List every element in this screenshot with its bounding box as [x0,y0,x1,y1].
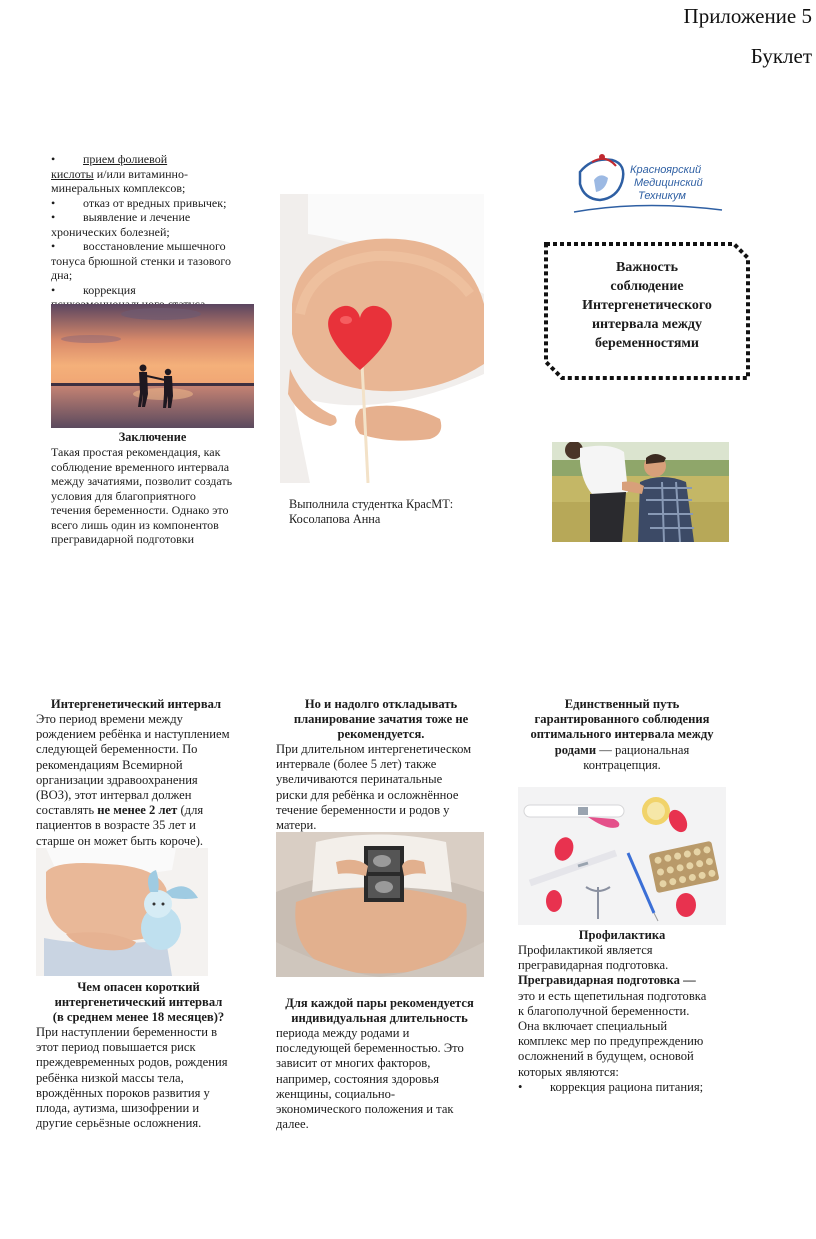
panel1-bullet-list [51,152,261,312]
text-line: преждевременных родов, рождения [36,1055,228,1070]
text-line: интервале (более 5 лет) также [276,757,437,772]
bullet-dot: • [518,1079,523,1094]
text-line: осложнений в будущем, основой [518,1049,694,1064]
text-line: Она включает специальный [518,1019,668,1034]
couple-field-photo [552,442,729,542]
prophylaxis-title: Профилактика [578,928,666,942]
title-line: Но и надолго откладывать [304,697,458,711]
text-line: Выполнила студентка КрасМТ: [289,497,454,511]
text-line: ребёнка низкой массы тела, [36,1070,184,1085]
list-item [518,1080,733,1095]
pregnant-bunny-photo [36,848,208,976]
text-line: зависит от многих факторов, [276,1056,431,1071]
text-line: к благополучной беременности. [518,1003,690,1018]
text-span: составлять [36,803,98,818]
text-line: (ВОЗ), этот интервал должен [36,788,192,803]
bullet-text: отказ от вредных привычек; [83,195,227,210]
text-line: Косолапова Анна [289,511,381,526]
title-line: рекомендуется. [337,727,425,742]
bullet-text: выявление и лечение [83,210,191,224]
bullet-dot: • [51,195,56,210]
logo-text [630,164,703,203]
text-line: другие серьёзные осложнения. [36,1116,202,1131]
text-line: условия для благоприятного [51,488,196,503]
bullet-text: хронических болезней; [51,224,170,239]
contraception-title [518,697,726,773]
bullet-text: тонуса брюшной стенки и тазового [51,253,232,268]
title-line: Единственный путь [564,697,680,711]
text-line [36,803,251,818]
text-line: увеличиваются перинатальные [276,772,443,787]
bullet-text: коррекция рациона питания; [550,1079,704,1094]
text-line: следующей беременности. По [36,742,198,757]
bullet-text: кислоты [51,166,94,181]
interval-intro [36,712,251,849]
delay-title [276,697,486,743]
danger-title [36,980,241,1026]
text-line: рекомендациям Всемирной [36,757,183,772]
title-line: Для каждой пары рекомендуется [285,996,474,1010]
bullet-text: восстановление мышечного [83,239,226,253]
author-credit [289,497,489,526]
text-line: периода между родами и [276,1026,410,1040]
text-line: течение беременности и родов у [276,802,450,817]
text-line: соблюдение временного интервала [51,459,230,474]
title-line: гарантированного соблюдения [534,712,710,727]
text-line: Такая простая рекомендация, как [51,445,221,459]
text-line: женщины, социально- [276,1086,396,1101]
text-line: течения беременности. Однако это [51,503,229,517]
bullet-dot: • [51,282,56,297]
text-line: Профилактикой является [518,943,653,957]
text-line: старше он может быть короче). [36,833,204,848]
conclusion-text [51,445,266,547]
text-line: При наступлении беременности в [36,1025,218,1039]
text-line: плода, аутизма, шизофрении и [36,1101,200,1116]
danger-text [36,1025,251,1131]
title-line: Чем опасен короткий [77,980,200,994]
pregnant-belly-heart-photo [280,194,484,483]
title-line: беременностями [595,336,699,351]
ultrasound-photo [276,832,484,977]
sunset-couple-photo [51,304,254,428]
text-line: всего лишь один из компонентов [51,517,219,532]
title-line: интергенетический интервал [54,995,223,1010]
logo-line: Техникум [638,190,686,202]
logo-line: Красноярский [630,164,702,176]
appendix-label: Приложение 5 [683,4,812,28]
bullet-text: дна; [51,268,73,282]
text-line: например, состояния здоровья [276,1071,440,1086]
contraceptives-photo [518,787,726,925]
title-line: контрацепция. [583,757,661,772]
text-line: Это период времени между [36,712,183,726]
text-line: При длительном интергенетическом [276,742,472,756]
title-line: интервала между [591,317,703,332]
bullet-dot: • [51,239,56,253]
delay-text [276,742,491,833]
bullet-text: и/или витаминно- [96,166,188,181]
college-logo [572,152,732,226]
text-line: которых являются: [518,1064,619,1079]
title-line: индивидуальная длительность [291,1011,468,1026]
text-line: экономического положения и так [276,1102,454,1117]
title-line: Важность [615,260,679,275]
title-line [518,743,726,758]
text-line: этот период повышается риск [36,1040,196,1055]
text-line: рождением ребёнка и наступлением [36,727,230,742]
text-line: далее. [276,1117,309,1132]
text-line: риски для ребёнка и осложнённое [276,787,459,802]
cover-title [552,258,742,353]
title-line: планирование зачатия тоже не [293,712,469,727]
text-line: последующей беременностью. Это [276,1041,464,1056]
bullet-dot: • [51,152,56,166]
bullet-text: прием фолиевой [83,152,168,166]
title-line: оптимального интервала между [530,727,714,742]
text-line: Прегравидарная подготовка — [518,973,696,988]
text-line: прегравидарная подготовка. [518,958,669,973]
text-line: прегравидарной подготовки [51,532,195,546]
text-line: между зачатиями, позволит создать [51,474,233,488]
bullet-dot: • [51,210,56,224]
text-line: организации здравоохранения [36,772,198,787]
text-line: это и есть щепетильная подготовка [518,988,707,1003]
text-line: комплекс мер по предупреждению [518,1034,704,1049]
booklet-label: Буклет [750,44,812,68]
text-bold: родами [554,742,597,757]
conclusion-title: Заключение [118,430,187,444]
text-line: врождённых пороков развития у [36,1085,210,1100]
individual-text [276,1026,491,1132]
prophylaxis-text [518,943,733,1095]
bullet-text: минеральных комплексов; [51,181,186,195]
cover-title-frame [542,240,752,382]
title-line: Интергенетического [582,298,712,313]
logo-line: Медицинский [634,177,703,189]
title-line: (в среднем менее 18 месяцев)? [52,1010,225,1025]
text-line: пациентов в возрасте 35 лет и [36,818,196,833]
text-span: — рациональная [596,742,690,757]
interval-title: Интергенетический интервал [50,697,222,711]
text-span: (для [177,803,204,818]
text-line: матери. [276,818,317,833]
title-line: соблюдение [610,279,684,294]
bullet-text: коррекция [83,282,136,297]
text-bold: не менее 2 лет [97,803,178,818]
individual-title [272,996,487,1026]
